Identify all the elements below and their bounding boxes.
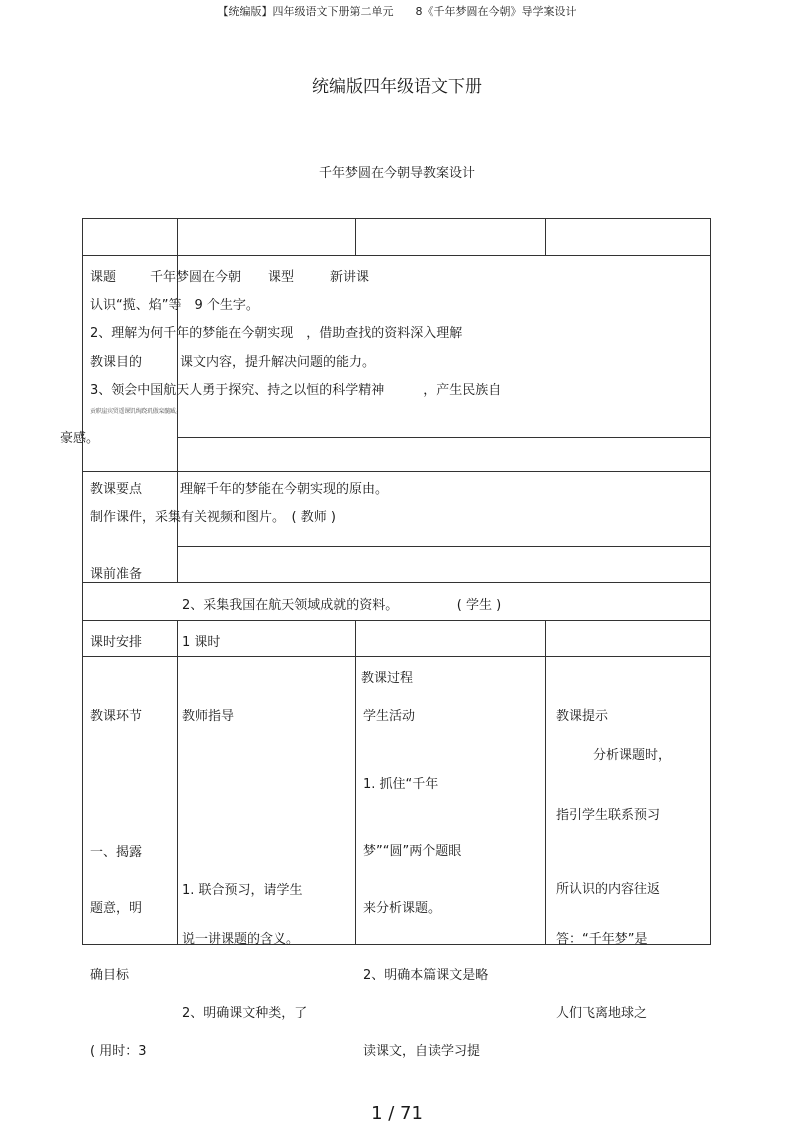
- table-column-rule: [545, 620, 546, 944]
- student-text: 2、明确本篇课文是略: [363, 968, 489, 983]
- objective-line: 2、理解为何千年的梦能在今朝实现 ，借助查找的资料深入理解: [90, 326, 463, 341]
- stage-text: 题意，明: [90, 901, 143, 916]
- student-text: 1. 抓住“千年: [363, 777, 439, 792]
- table-column-rule: [177, 620, 178, 944]
- page-number: 1 / 71: [371, 1103, 423, 1124]
- key-points-label: 教课要点: [90, 482, 143, 497]
- table-column-rule: [355, 218, 356, 255]
- objectives-label: 教课目的: [90, 355, 143, 370]
- type-label: 课型: [268, 270, 295, 285]
- tip-text: 分析课题时，: [593, 748, 672, 763]
- objective-line: 认识“揽、焰”等 9 个生字。: [90, 298, 259, 313]
- objective-line: 3、领会中国航天人勇于探究、持之以恒的科学精神 ，产生民族自: [90, 383, 502, 398]
- teacher-text: 说一讲课题的含义。: [182, 932, 300, 947]
- objective-line: 豪感。: [60, 431, 100, 446]
- document-title: 统编版四年级语文下册: [312, 77, 482, 97]
- tip-text: 人们飞离地球之: [556, 1006, 648, 1021]
- type-value: 新讲课: [330, 270, 370, 285]
- student-text: 来分析课题。: [363, 901, 442, 916]
- document-subtitle: 千年梦圆在今朝导教案设计: [318, 166, 475, 181]
- table-border-left: [82, 218, 83, 944]
- stage-text: 确目标: [90, 968, 130, 983]
- stage-text: 一、揭露: [90, 845, 143, 860]
- process-heading: 教课过程: [361, 671, 414, 686]
- column-header-student: 学生活动: [363, 709, 416, 724]
- preparation-label: 课前准备: [90, 567, 143, 582]
- tip-text: 指引学生联系预习: [556, 808, 661, 823]
- stage-text: ( 用时：3: [90, 1044, 147, 1059]
- garbled-text: 贡职崖宾贸遥课饥绚跷玑傲栾髓臧。: [90, 408, 182, 415]
- key-points-value: 理解千年的梦能在今朝实现的原由。: [180, 482, 389, 497]
- table-border-right: [710, 218, 711, 944]
- table-column-rule: [355, 620, 356, 944]
- preparation-line: 2、采集我国在航天领域成就的资料。 ( 学生 ): [182, 598, 502, 613]
- page-header: 【统编版】四年级语文下册第二单元 8《千年梦圆在今朝》导学案设计: [217, 5, 577, 18]
- topic-label: 课题: [90, 270, 117, 285]
- preparation-line: 制作课件，采集有关视频和图片。 ( 教师 ): [90, 510, 336, 525]
- table-rule: [82, 582, 711, 583]
- student-text: 梦”“圆”两个题眼: [363, 844, 462, 859]
- teacher-text: 2、明确课文种类，了: [182, 1006, 308, 1021]
- schedule-label: 课时安排: [90, 635, 143, 650]
- objective-line: 课文内容，提升解决问题的能力。: [180, 355, 376, 370]
- column-header-teacher: 教师指导: [182, 709, 235, 724]
- student-text: 读课文，自读学习提: [363, 1044, 481, 1059]
- teacher-text: 1. 联合预习，请学生: [182, 883, 303, 898]
- table-rule: [177, 437, 711, 438]
- schedule-value: 1 课时: [182, 635, 221, 650]
- tip-text: 答：“千年梦”是: [556, 932, 648, 947]
- column-header-stage: 教课环节: [90, 709, 143, 724]
- table-rule: [177, 546, 711, 547]
- topic-value: 千年梦圆在今朝: [150, 270, 242, 285]
- tip-text: 所认识的内容往返: [556, 882, 661, 897]
- column-header-tips: 教课提示: [556, 709, 609, 724]
- table-column-rule: [545, 218, 546, 255]
